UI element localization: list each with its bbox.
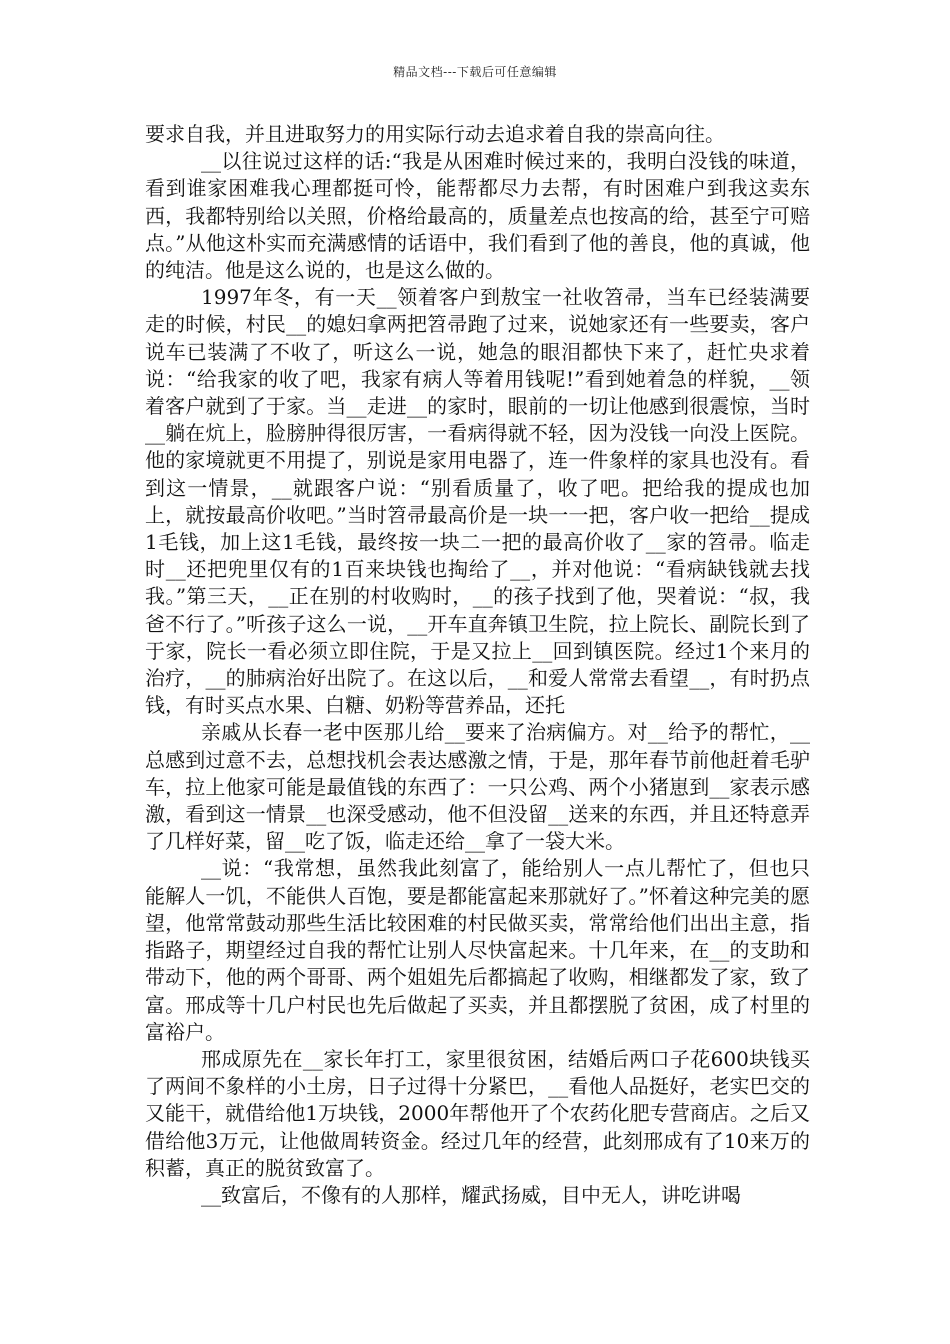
paragraph: __致富后，不像有的人那样，耀武扬威，目中无人，讲吃讲喝 — [201, 1182, 741, 1207]
paragraph: 邢成原先在__家长年打工，家里很贫困，结婚后两口子花600块钱买了两间不象样的小土房，日子过得十分紧巴，__看他人品挺好，老实巴交的又能干，就借给他1万块钱，2000年帮他开了个农药化肥专营商店。之后又借给他3万元，让他做周转资金。经过几年的经营，此刻邢成有了10来万的积蓄，真正的脱贫致富了。 — [145, 1046, 810, 1180]
paragraph: 要求自我，并且进取努力的用实际行动去追求着自我的崇高向往。 — [145, 122, 725, 146]
page-header: 精品文档---下载后可任意编辑 — [393, 65, 557, 79]
paragraph: 1997年冬，有一天__领着客户到敖宝一社收笤帚，当车已经装满要走的时候，村民__的媳妇拿两把笤帚跑了过来，说她家还有一些要卖，客户说车已装满了不收了，听这么一说，她急的眼泪都快下来了，赶忙央求着说：“给我家的收了吧，我家有病人等着用钱呢!”看到她着急的样貌，__领着客户就到了于家。当__走进__的家时，眼前的一切让他感到很震惊，当时__躺在炕上，脸膀肿得很厉害，一看病得就不轻，因为没钱一向没上医院。他的家境就更不用提了，别说是家用电器了，连一件象样的家具也没有。看到这一情景，__就跟客户说：“别看质量了，收了吧。把给我的提成也加上，就按最高价收吧。”当时笤帚最高价是一块一一把，客户收一把给__提成1毛钱，加上这1毛钱，最终按一块二一把的最高价收了__家的笤帚。临走时__还把兜里仅有的1百来块钱也掏给了__，并对他说：“看病缺钱就去找我。”第三天，__正在别的村收购时，__的孩子找到了他，哭着说：“叔，我爸不行了。”听孩子这么一说，__开车直奔镇卫生院，拉上院长、副院长到了于家，院长一看必须立即住院，于是又拉上__回到镇医院。经过1个来月的治疗，__的肺病治好出院了。在这以后，__和爱人常常去看望__，有时扔点钱，有时买点水果、白糖、奶粉等营养品，还托 — [145, 285, 810, 718]
paragraph: 亲戚从长春一老中医那儿给__要来了治病偏方。对__给予的帮忙，__总感到过意不去，总想找机会表达感激之情，于是，那年春节前他赶着毛驴车，拉上他家可能是最值钱的东西了：一只公鸡、两个小猪崽到__家表示感激，看到这一情景__也深受感动，他不但没留__送来的东西，并且还特意弄了几样好菜，留__吃了饭，临走还给__拿了一袋大米。 — [145, 720, 810, 854]
document-body — [145, 121, 810, 1209]
paragraph: __说：“我常想，虽然我此刻富了，能给别人一点儿帮忙了，但也只能解人一饥，不能供人百饱，要是都能富起来那就好了。”怀着这种完美的愿望，他常常鼓动那些生活比较困难的村民做买卖，常常给他们出出主意，指指路子，期望经过自我的帮忙让别人尽快富起来。十几年来，在__的支助和带动下，他的两个哥哥、两个姐姐先后都搞起了收购，相继都发了家，致了富。邢成等十几户村民也先后做起了买卖，并且都摆脱了贫困，成了村里的富裕户。 — [145, 856, 810, 1044]
paragraph: __以往说过这样的话:“我是从困难时候过来的，我明白没钱的味道，看到谁家困难我心理都挺可怜，能帮都尽力去帮，有时困难户到我这卖东西，我都特别给以关照，价格给最高的，质量差点也按高的给，甚至宁可赔点。”从他这朴实而充满感情的话语中，我们看到了他的善良，他的真诚，他的纯洁。他是这么说的，也是这么做的。 — [145, 149, 810, 283]
